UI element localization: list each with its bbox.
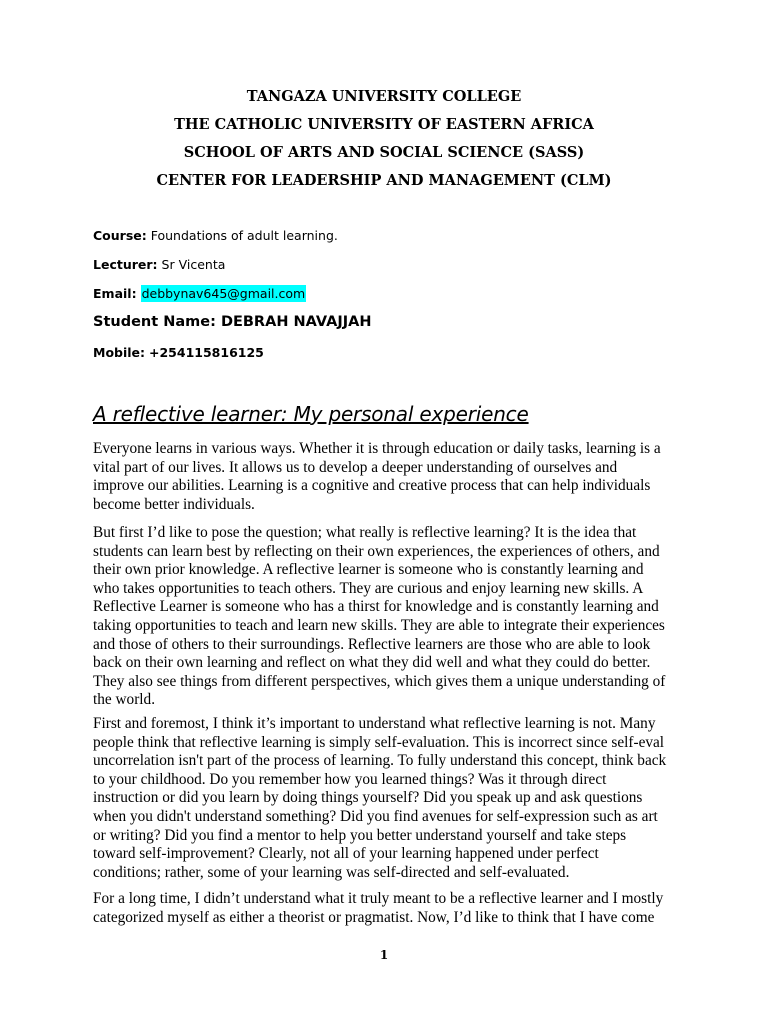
paragraph-2 (93, 524, 685, 710)
paragraph-line: to your childhood. Do you remember how you learned things? Was it through direct (93, 770, 607, 788)
email-label: Email: (93, 286, 137, 301)
email-value: debbynav645@gmail.com (141, 286, 306, 301)
header-line-center: CENTER FOR LEADERSHIP AND MANAGEMENT (CLM) (156, 172, 612, 189)
paragraph-line: First and foremost, I think it’s important to understand what reflective learning is not. Many (93, 715, 656, 732)
paragraph-line: instruction or did you learn by doing things yourself? Did you speak up and ask questions (93, 789, 643, 807)
header-line-catholic-university: THE CATHOLIC UNIVERSITY OF EASTERN AFRICA (174, 116, 594, 133)
course-label: Course: (93, 228, 147, 243)
paragraph-line: For a long time, I didn’t understand what it truly meant to be a reflective learner and I mostly (93, 890, 664, 907)
paragraph-line: the world. (93, 691, 156, 709)
paragraph-line: They also see things from different perspectives, which gives them a unique understanding of (93, 672, 666, 690)
paragraph-line: students can learn best by reflecting on their own experiences, the experiences of others, and (93, 542, 660, 560)
paragraph-line: But first I’d like to pose the question; what really is reflective learning? It is the idea that (93, 524, 637, 541)
institution-header (0, 88, 768, 200)
mobile-line (93, 345, 264, 360)
header-line-university: TANGAZA UNIVERSITY COLLEGE (246, 88, 522, 105)
paragraph-line: vital part of our lives. It allows us to develop a deeper understanding of ourselves and (93, 458, 618, 476)
mobile-label: Mobile: (93, 345, 146, 360)
paragraph-line: categorized myself as either a theorist or pragmatist. Now, I’d like to think that I have come (93, 908, 655, 926)
paragraph-line: Everyone learns in various ways. Whether it is through education or daily tasks, learning is a (93, 440, 661, 457)
paragraph-line: or writing? Did you find a mentor to help you better understand yourself and take steps (93, 826, 627, 844)
paragraph-line: Reflective Learner is someone who has a thirst for knowledge and is constantly learning and (93, 598, 659, 616)
essay-title: A reflective learner: My personal experience (93, 402, 529, 426)
paragraph-3 (93, 715, 685, 882)
paragraph-line: uncorrelation isn't part of the process of learning. To fully understand this concept, think back (93, 752, 667, 770)
paragraph-line: conditions; rather, some of your learning was self-directed and self-evaluated. (93, 863, 570, 881)
mobile-value: +254115816125 (149, 345, 264, 360)
paragraph-line: people think that reflective learning is simply self-evaluation. This is incorrect since self-eval (93, 733, 665, 751)
paragraph-line: improve our abilities. Learning is a cognitive and creative process that can help individuals (93, 477, 651, 495)
student-name-line (93, 314, 371, 330)
paragraph-line: back on their own learning and reflect on what they did well and what they could do better. (93, 654, 651, 672)
paragraph-line: toward self-improvement? Clearly, not all of your learning happened under perfect (93, 845, 599, 863)
page-number: 1 (379, 948, 389, 962)
lecturer-line (93, 257, 225, 272)
paragraph-line: taking opportunities to teach and learn new skills. They are able to integrate their experiences (93, 616, 665, 634)
paragraph-line: their own prior knowledge. A reflective learner is someone who is constantly learning and (93, 561, 644, 579)
paragraph-line: and those of others to their surroundings. Reflective learners are those who are able to look (93, 635, 651, 653)
student-name-label: Student Name: (93, 314, 216, 330)
lecturer-label: Lecturer: (93, 257, 158, 272)
email-line (93, 286, 306, 301)
lecturer-value: Sr Vicenta (161, 257, 226, 272)
course-value: Foundations of adult learning. (150, 228, 338, 243)
paragraph-4 (93, 890, 685, 927)
course-line (93, 228, 338, 243)
student-name-value: DEBRAH NAVAJJAH (220, 314, 372, 330)
header-line-school: SCHOOL OF ARTS AND SOCIAL SCIENCE (SASS) (183, 144, 585, 161)
paragraph-line: when you didn't understand something? Did you find avenues for self-expression such as art (93, 807, 658, 825)
paragraph-line: who takes opportunities to teach others. They are curious and enjoy learning new skills. A (93, 579, 644, 597)
paragraph-1 (93, 440, 685, 514)
paragraph-line: become better individuals. (93, 495, 255, 513)
